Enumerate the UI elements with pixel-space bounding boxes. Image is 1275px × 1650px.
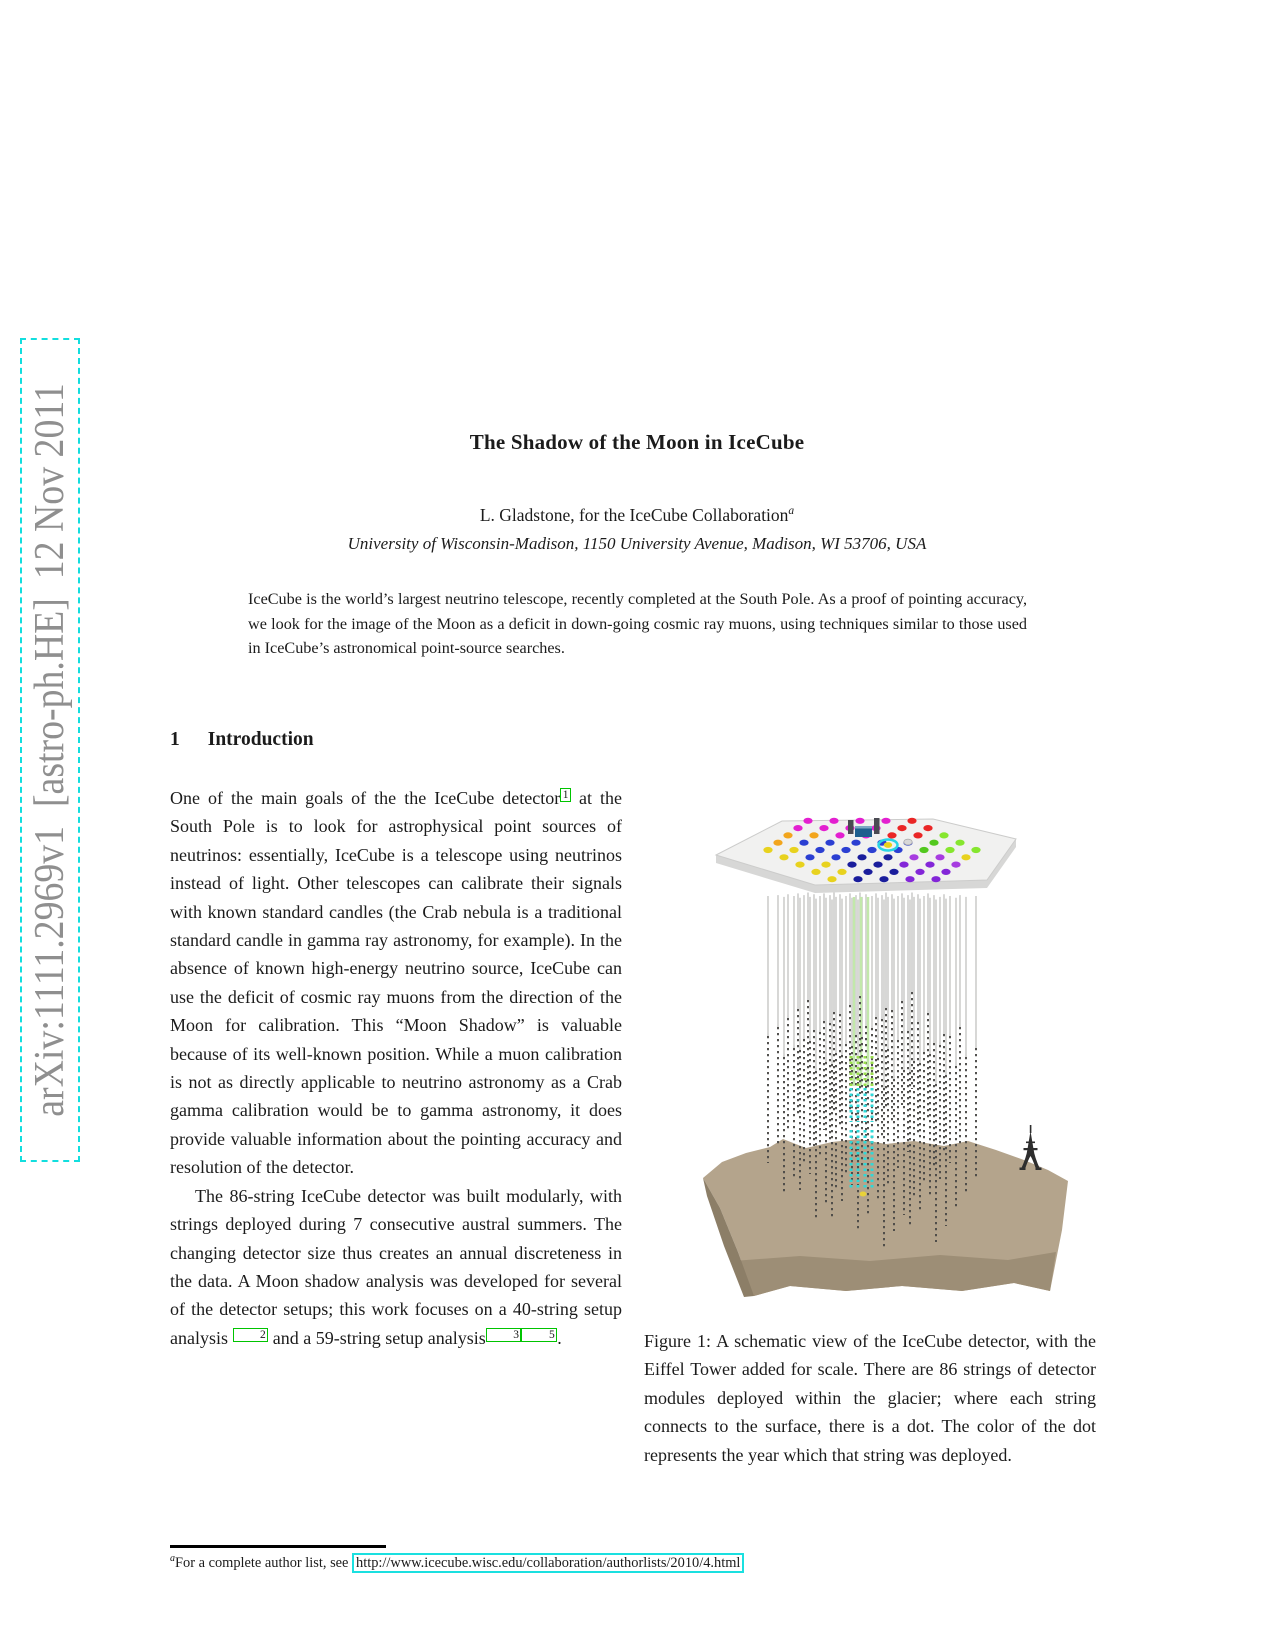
section-number: 1 [170,729,180,750]
citation-link-3[interactable]: 3 [486,1328,522,1342]
footnote-marker: a [170,1553,175,1564]
figure-1 [628,736,1088,1314]
paragraph-text: and a 59-string setup analysis [268,1327,486,1348]
section-heading [170,729,314,751]
paragraph-text: . [557,1327,562,1348]
figure-caption-text: A schematic view of the IceCube detector, with the Eiffel Tower added for scale. There are 86 strings of detector modules deployed within the glacier; where each string connects to the surface, there is a dot. The color of the dot represents the year which that string was deployed. [644,1331,1096,1465]
paragraph-text: One of the main goals of the the IceCube detector [170,788,561,808]
paragraph-2 [170,1182,622,1352]
footnote-url-link[interactable]: http://www.icecube.wisc.edu/collaboration/authorlists/2010/4.html [352,1553,744,1573]
figure-caption-label: Figure 1: [644,1331,712,1351]
author-line [170,505,1104,526]
abstract: IceCube is the world’s largest neutrino telescope, recently completed at the South Pole. As a proof of pointing accuracy, we look for the image of the Moon as a deficit in down-going cosmic ray muons, using techniques similar to those used in IceCube’s astronomical point-source searches. [248,590,1027,658]
citation-link-1[interactable]: 1 [560,788,571,802]
arxiv-stamp[interactable] [20,338,80,1162]
section-title: Introduction [207,729,314,750]
author-footnote-marker: a [788,505,795,518]
footnote-rule [170,1545,386,1548]
paragraph-text: The 86-string IceCube detector was built modularly, with strings deployed during 7 consecutive austral summers. The changing detector size thus creates an annual discreteness in the data. A Moon shadow analysis was developed for several of the detector setups; this work focuses on a 40-string setup analysis [170,1185,622,1348]
footnote-text: For a complete author list, see [175,1554,353,1571]
arxiv-stamp-text: arXiv:1111.2969v1 [astro-ph.HE] 12 Nov 2011 [27,383,73,1117]
paragraph-1 [170,784,622,1182]
paper-title: The Shadow of the Moon in IceCube [469,430,805,454]
affiliation: University of Wisconsin-Madison, 1150 University Avenue, Madison, WI 53706, USA [347,534,927,553]
paragraph-text: at the South Pole is to look for astrophysical point sources of neutrinos: essentially, IceCube is a telescope using neutrinos instead of light. Other telescopes can calibrate their signals with known standard candles (the Crab nebula is a traditional standard candle in gamma ray astronomy, for example). In the absence of known high-energy neutrino source, IceCube can use the deficit of cosmic ray muons from the direction of the Moon for calibration. This “Moon Shadow” is valuable because of its well-known position. While a muon calibration is not as directly applicable to neutrino astronomy as a Crab gamma calibration would be to gamma astronomy, it does provide valuable information about the pointing accuracy and resolution of the detector. [170,788,622,1178]
footnote [170,1553,1090,1572]
author-name: L. Gladstone, for the IceCube Collaboration [479,505,789,525]
citation-link-2[interactable]: 2 [233,1328,269,1342]
body-column-left [170,784,622,1352]
icecube-detector-schematic [628,736,1088,1314]
figure-caption [644,1327,1096,1469]
citation-link-5[interactable]: 5 [521,1328,557,1342]
